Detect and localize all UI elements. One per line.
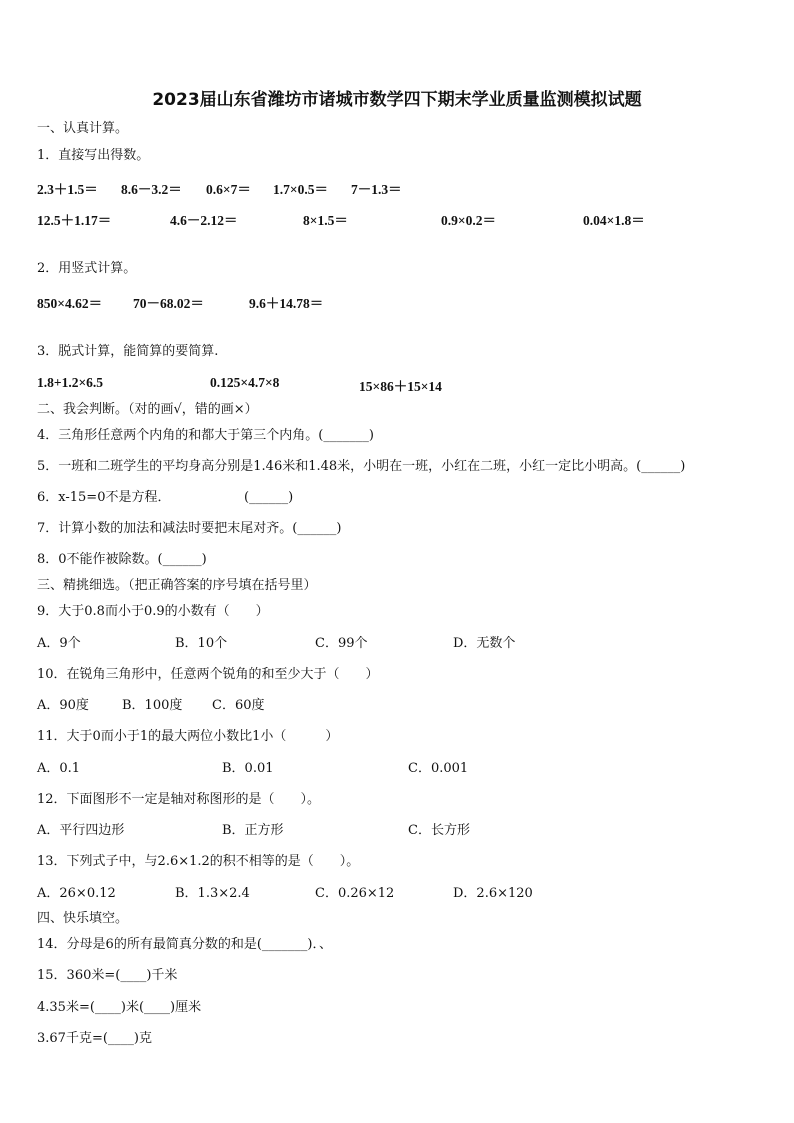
question-14: 14．分母是6的所有最简真分数的和是(_______)．、 (37, 937, 332, 952)
question-15-line-1: 15．360米=(____)千米 (37, 968, 178, 983)
option: A．0.1 (37, 761, 81, 776)
question-6-blank: (______) (244, 490, 294, 505)
calc-item: 15×86＋15×14 (359, 379, 442, 394)
option: A．90度 (37, 698, 89, 713)
section-2-heading: 二、我会判断。（对的画√，错的画×） (37, 402, 258, 417)
option: C．60度 (212, 698, 265, 713)
section-3-heading: 三、精挑细选。（把正确答案的序号填在括号里） (37, 578, 317, 593)
question-6-text: 6．x-15=0不是方程． (37, 490, 171, 505)
option: C．99个 (315, 636, 368, 651)
option: B．10个 (175, 636, 228, 651)
question-7: 7．计算小数的加法和减法时要把末尾对齐。(______) (37, 521, 342, 536)
calc-item: 8.6－3.2＝ (121, 182, 182, 197)
question-2-prompt: 2．用竖式计算。 (37, 261, 137, 276)
question-9-prompt: 9．大于0.8而小于0.9的小数有（ ） (37, 604, 269, 619)
question-15-line-3: 3.67千克=(____)克 (37, 1031, 152, 1046)
option: B．0.01 (222, 761, 274, 776)
option: B．正方形 (222, 823, 284, 838)
option: D．无数个 (453, 636, 516, 651)
question-6 (37, 490, 294, 506)
section-1-heading: 一、认真计算。 (37, 121, 129, 136)
question-1-prompt: 1．直接写出得数。 (37, 148, 150, 163)
calc-item: 9.6＋14.78＝ (249, 296, 324, 311)
option: C．0.26×12 (315, 886, 395, 901)
option: C．0.001 (408, 761, 469, 776)
question-4: 4．三角形任意两个内角的和都大于第三个内角。(_______) (37, 428, 374, 443)
question-11-prompt: 11．大于0而小于1的最大两位小数比1小（ ） (37, 729, 339, 744)
calc-item: 4.6－2.12＝ (170, 213, 238, 228)
calc-item: 1.7×0.5＝ (273, 182, 328, 197)
option: B．100度 (122, 698, 183, 713)
calc-item: 2.3＋1.5＝ (37, 182, 98, 197)
calc-item: 0.9×0.2＝ (441, 213, 496, 228)
calc-item: 7－1.3＝ (351, 182, 402, 197)
question-10-prompt: 10．在锐角三角形中，任意两个锐角的和至少大于（ ） (37, 667, 379, 682)
option: A．平行四边形 (37, 823, 125, 838)
calc-item: 1.8+1.2×6.5 (37, 375, 104, 390)
question-12-prompt: 12．下面图形不一定是轴对称图形的是（ ）。 (37, 792, 321, 807)
calc-item: 12.5＋1.17＝ (37, 213, 112, 228)
question-15-line-2: 4.35米=(____)米(____)厘米 (37, 1000, 202, 1015)
option: A．9个 (37, 636, 81, 651)
option: B．1.3×2.4 (175, 886, 250, 901)
calc-item: 0.04×1.8＝ (583, 213, 645, 228)
question-5: 5．一班和二班学生的平均身高分别是1.46米和1.48米，小明在一班，小红在二班，小红一定比小明高。(______) (37, 459, 686, 474)
calc-item: 8×1.5＝ (303, 213, 348, 228)
calc-item: 0.125×4.7×8 (210, 375, 280, 390)
section-4-heading: 四、快乐填空。 (37, 911, 129, 926)
page-title: 2023届山东省潍坊市诸城市数学四下期末学业质量监测模拟试题 (152, 90, 642, 110)
option: C．长方形 (408, 823, 470, 838)
option: D．2.6×120 (453, 886, 533, 901)
calc-item: 0.6×7＝ (206, 182, 251, 197)
question-8: 8．0不能作被除数。(______) (37, 552, 207, 567)
option: A．26×0.12 (37, 886, 116, 901)
question-13-prompt: 13．下列式子中，与2.6×1.2的积不相等的是（ ）。 (37, 854, 360, 869)
calc-item: 850×4.62＝ (37, 296, 103, 311)
question-3-prompt: 3．脱式计算，能简算的要简算. (37, 344, 219, 359)
calc-item: 70－68.02＝ (133, 296, 204, 311)
